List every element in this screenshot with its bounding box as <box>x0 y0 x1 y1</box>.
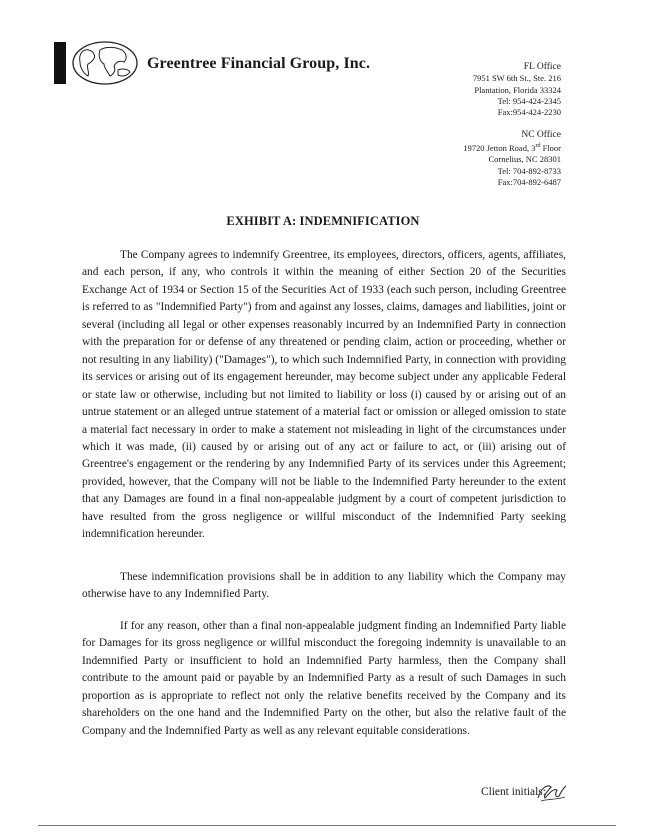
nc-office-heading: NC Office <box>521 130 561 140</box>
fl-office-city: Plantation, Florida 33324 <box>474 84 561 95</box>
fl-office-address <box>473 62 561 118</box>
footer-divider <box>38 825 616 826</box>
nc-street-suffix: Floor <box>540 143 561 154</box>
paragraph-contribution: If for any reason, other than a final non-appealable judgment finding an Indemnified Party liable for Damages for its gross negligence or willful misconduct the foregoing indemnity is unavailable to an Indemnified Party or insufficient to hold an Indemnified Party harmless, then the Company shall contribute to the amount paid or payable by an Indemnified Party as a result of such Damages in such proportion as is appropriate to reflect not only the relative benefits received by the Company and its shareholders on the one hand and the Indemnified Party on the other, but also the relative fault of the Company and the Indemnified Party as well as any relevant equitable considerations. <box>82 620 566 737</box>
nc-street-sup: rd <box>535 143 541 150</box>
fl-office-street: 7951 SW 6th St., Ste. 216 <box>472 73 561 84</box>
document-title: EXHIBIT A: INDEMNIFICATION <box>226 214 420 228</box>
logo-black-bar <box>54 42 66 84</box>
nc-office-fax: Fax:704-892-6487 <box>497 177 561 188</box>
nc-office-city: Cornelius, NC 28301 <box>488 154 561 165</box>
client-initials-label: Client initials: <box>481 786 546 798</box>
initials-signature-icon <box>535 778 569 804</box>
nc-office-tel: Tel: 704-892-8733 <box>497 165 561 176</box>
nc-office-address <box>463 130 561 188</box>
fl-office-heading: FL Office <box>523 62 561 72</box>
fl-office-tel: Tel: 954-424-2345 <box>497 95 561 106</box>
company-name: Greentree Financial Group, Inc. <box>147 55 371 72</box>
paragraph-indemnity: The Company agrees to indemnify Greentree, its employees, directors, officers, agents, affiliates, and each person, if any, who controls it within the meaning of either Section 20 of the Securities Exchange Act of 1934 or Section 15 of the Securities Act of 1933 (each such person, including Greentree is referred to as "Indemnified Party") from and against any losses, claims, damages and liabilities, joint or several (including all legal or other expenses reasonably incurred by an Indemnified Party in connection with the preparation for or defense of any threatened or pending claim, action or proceeding, whether or not resulting in any liability) ("Damages"), to which such Indemnified Party, in connection with providing its services or arising out of its engagement hereunder, may become subject under any applicable Federal or state law or otherwise, including but not limited to liability or loss (i) caused by or arising out of an untrue statement or an alleged untrue statement of a material fact or omission or alleged omission to state a material fact necessary in order to make a statement not misleading in light of the circumstances under which it was made, (ii) caused by or arising out of any act or failure to act, or (iii) arising out of Greentree's engagement or the rendering by any Indemnified Party of its services under this Agreement; provided, however, that the Company will not be liable to the Indemnified Party hereunder to the extent that any Damages are found in a final non-appealable judgment by a court of competent jurisdiction to have resulted from the gross negligence or willful misconduct of the Indemnified Party seeking indemnification hereunder. <box>82 249 566 541</box>
globe-logo-icon <box>70 38 140 88</box>
paragraph-additional-liability: These indemnification provisions shall be in addition to any liability which the Company may otherwise have to any Indemnified Party. <box>82 571 566 601</box>
nc-street-prefix: 19720 Jetton Road, 3 <box>463 143 536 154</box>
fl-office-fax: Fax:954-424-2230 <box>497 107 561 118</box>
nc-office-street <box>463 141 561 154</box>
